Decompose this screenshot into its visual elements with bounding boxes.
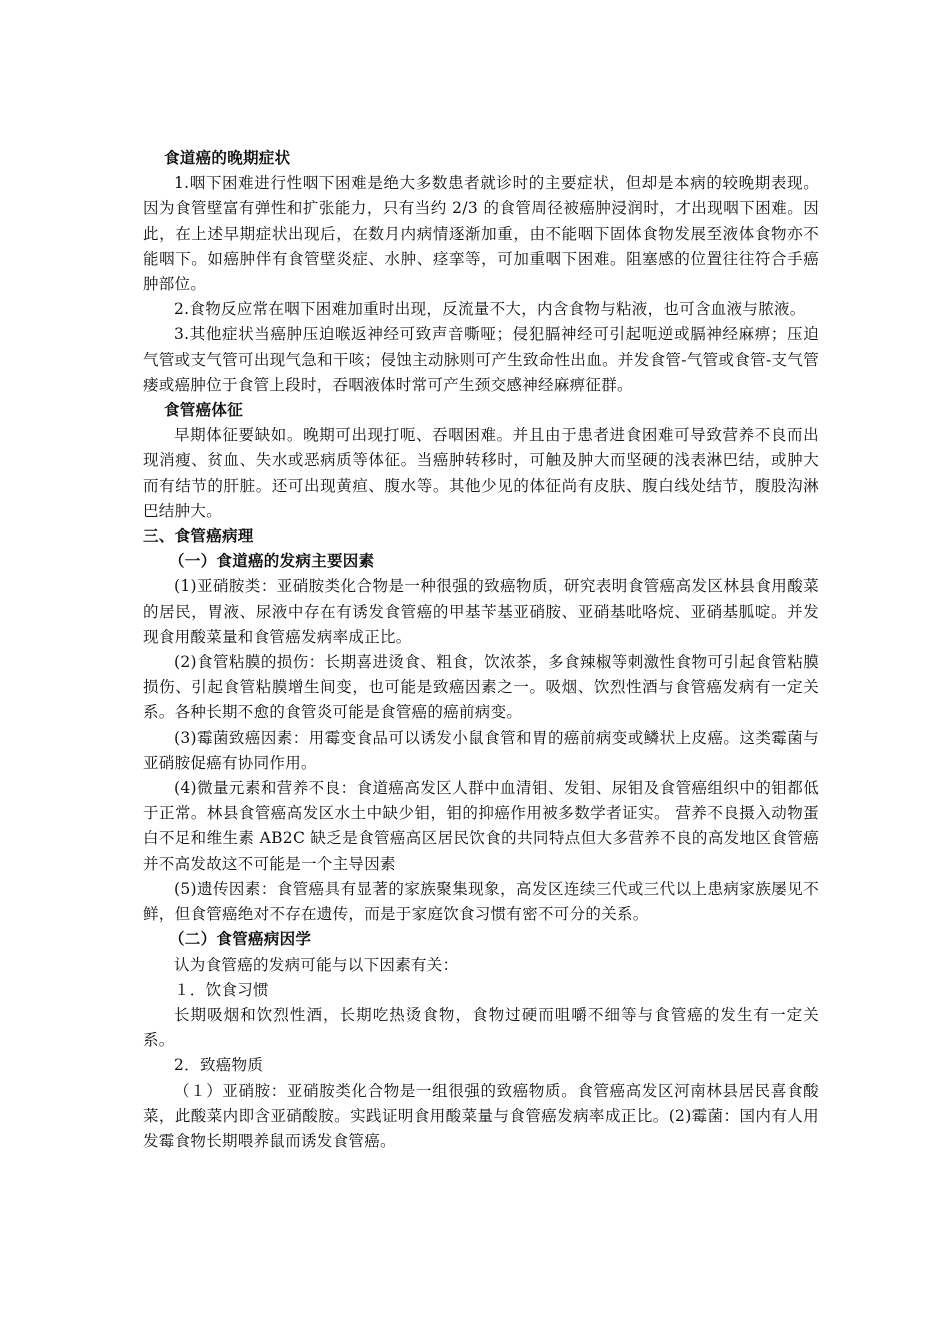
section-heading-pathology: 三、食管癌病理 [143, 527, 254, 546]
paragraph-regurgitation: 2.食物反应常在咽下困难加重时出现，反流量不大，内含食物与粘液，也可含血液与脓液。 [174, 300, 806, 319]
subsection-heading-main-factors: （一）食道癌的发病主要因素 [169, 552, 375, 571]
paragraph-etiology-intro: 认为食管癌的发病可能与以下因素有关： [174, 955, 459, 974]
document-body [143, 146, 819, 1154]
paragraph-other-symptoms: 3.其他症状当癌肿压迫喉返神经可致声音嘶哑；侵犯膈神经可引起呃逆或膈神经麻痹；压迫气管或支气管可出现气急和干咳；侵蚀主动脉则可产生致命性出血。并发食管-气管或食管-支气管瘘或癌肿位于食管上段时，吞咽液体时常可产生颈交感神经麻痹征群。 [143, 325, 819, 394]
paragraph-carcinogens: （１）亚硝胺：亚硝胺类化合物是一组很强的致癌物质。食管癌高发区河南林县居民喜食酸菜，此酸菜内即含亚硝酸胺。实践证明食用酸菜量与食管癌发病率成正比。(2)霉菌：国内有人用发霉食物长期喂养鼠而诱发食管癌。 [143, 1081, 819, 1150]
paragraph-dysphagia: 1.咽下困难进行性咽下困难是绝大多数患者就诊时的主要症状，但却是本病的较晚期表现。因为食管壁富有弹性和扩张能力，只有当约 2/3 的食管周径被癌肿浸润时，才出现咽下困难。因此，在上述早期症状出现后，在数月内病情逐渐加重，由不能咽下固体食物发展至液体食物亦不能咽下。如癌肿伴有食管壁炎症、水肿、痉挛等，可加重咽下困难。阻塞感的位置往往符合手癌肿部位。 [143, 174, 819, 294]
subsection-heading-etiology: （二）食管癌病因学 [169, 930, 312, 949]
paragraph-mucosal-injury: (2)食管粘膜的损伤：长期喜进烫食、粗食，饮浓茶，多食辣椒等刺激性食物可引起食管粘膜损伤、引起食管粘膜增生间变，也可能是致癌因素之一。吸烟、饮烈性酒与食管癌发病有一定关系。各种长期不愈的食管炎可能是食管癌的癌前病变。 [143, 653, 819, 722]
paragraph-trace-elements: (4)微量元素和营养不良：食道癌高发区人群中血清钼、发钼、尿钼及食管癌组织中的钼都低于正常。林县食管癌高发区水土中缺少钼，钼的抑癌作用被多数学者证实。 营养不良摄入动物蛋白不足和维生素 AB2C 缺乏是食管癌高区居民饮食的共同特点但大多营养不良的高发地区食管癌并不高发故这不可能是一个主导因素 [143, 779, 819, 873]
section-heading-late-symptoms: 食道癌的晚期症状 [164, 149, 291, 167]
paragraph-fungi: (3)霉菌致癌因素：用霉变食品可以诱发小鼠食管和胃的癌前病变或鳞状上皮癌。这类霉菌与亚硝胺促癌有协同作用。 [143, 728, 819, 772]
section-heading-physical-signs: 食管癌体征 [164, 401, 244, 420]
paragraph-physical-signs: 早期体征要缺如。晚期可出现打呃、吞咽困难。并且由于患者进食困难可导致营养不良而出现消瘦、贫血、失水或恶病质等体征。当癌肿转移时，可触及肿大而坚硬的浅表淋巴结，或肿大而有结节的肝脏。还可出现黄疸、腹水等。其他少见的体征尚有皮肤、腹白线处结节，腹股沟淋巴结肿大。 [143, 426, 819, 520]
list-item-diet-habits: １．饮食习惯 [174, 980, 269, 999]
paragraph-diet-habits: 长期吸烟和饮烈性酒，长期吃热烫食物，食物过硬而咀嚼不细等与食管癌的发生有一定关系。 [143, 1005, 819, 1050]
paragraph-nitrosamines: (1)亚硝胺类：亚硝胺类化合物是一种很强的致癌物质，研究表明食管癌高发区林县食用酸菜的居民，胃液、尿液中存在有诱发食管癌的甲基苄基亚硝胺、亚硝基吡咯烷、亚硝基胍啶。并发现食用酸菜量和食管癌发病率成正比。 [143, 577, 819, 646]
paragraph-genetics: (5)遗传因素：食管癌具有显著的家族聚集现象，高发区连续三代或三代以上患病家族屡见不鲜，但食管癌绝对不存在遗传，而是于家庭饮食习惯有密不可分的关系。 [143, 879, 819, 924]
list-item-carcinogens: 2．致癌物质 [174, 1056, 264, 1075]
